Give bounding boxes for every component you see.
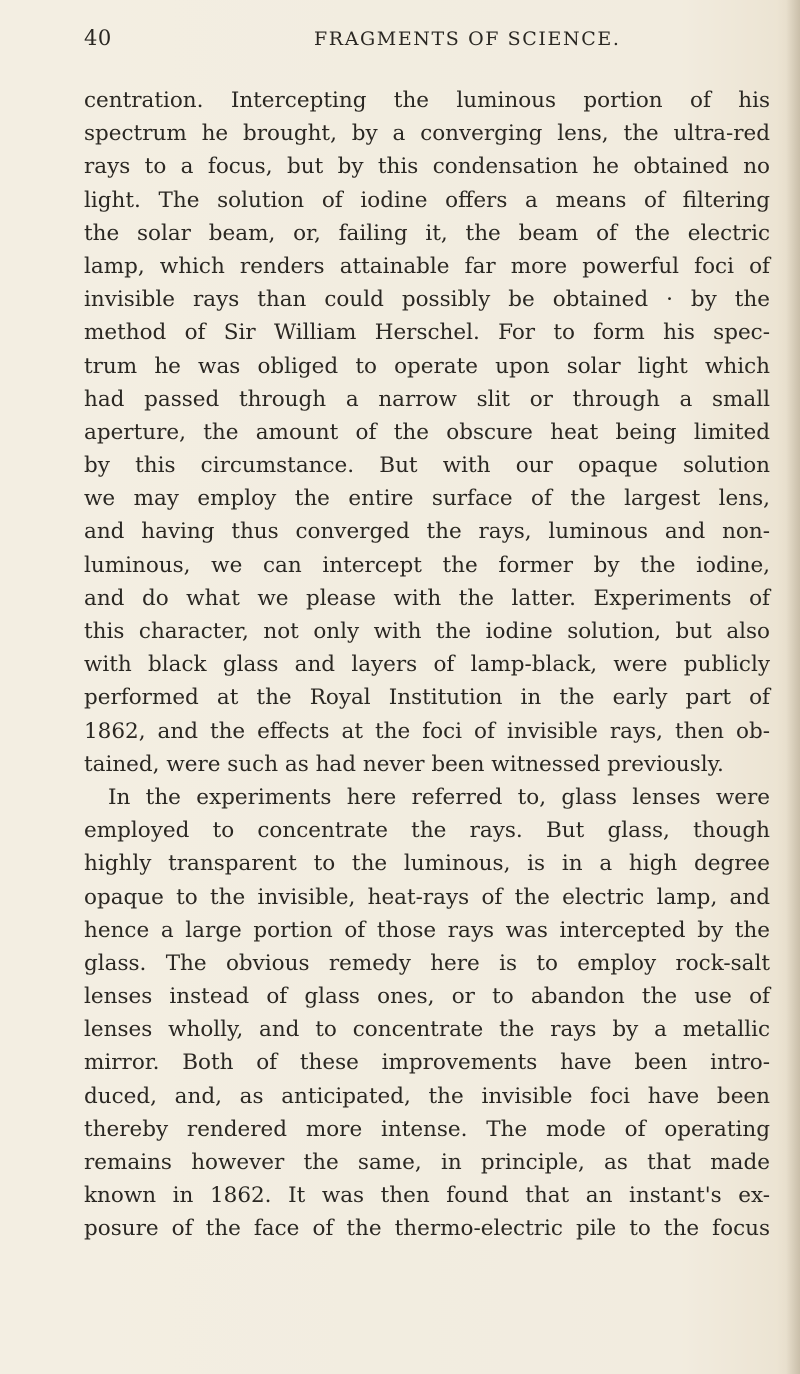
text-line: thereby rendered more intense. The mode of operating — [84, 1116, 770, 1142]
text-line: spectrum he brought, by a converging lens, the ultra-red — [84, 121, 770, 147]
page-header — [84, 26, 784, 66]
text-line: invisible rays than could possibly be obtained · by the — [84, 287, 770, 313]
running-title: FRAGMENTS OF SCIENCE. — [314, 28, 621, 50]
text-line: hence a large portion of those rays was intercepted by the — [84, 917, 770, 943]
text-line: method of Sir William Herschel. For to form his spec- — [84, 320, 770, 346]
text-line: In the experiments here referred to, glass lenses were — [108, 784, 770, 810]
text-line: tained, were such as had never been witnessed previously. — [84, 751, 724, 777]
body-text — [84, 84, 770, 1246]
text-line: mirror. Both of these improvements have been intro- — [84, 1050, 770, 1076]
text-line: light. The solution of iodine offers a means of filtering — [84, 187, 770, 213]
text-line: performed at the Royal Institution in the early part of — [84, 685, 770, 711]
text-line: highly transparent to the luminous, is in a high degree — [84, 851, 770, 877]
text-line: rays to a focus, but by this condensation he obtained no — [84, 154, 770, 180]
page-number: 40 — [84, 26, 112, 50]
text-line: the solar beam, or, failing it, the beam of the electric — [84, 220, 770, 246]
text-line: luminous, we can intercept the former by the iodine, — [84, 552, 770, 578]
text-line: aperture, the amount of the obscure heat being limited — [84, 419, 770, 445]
text-line: opaque to the invisible, heat-rays of the electric lamp, and — [84, 884, 770, 910]
text-line: lenses instead of glass ones, or to abandon the use of — [84, 984, 770, 1010]
text-line: this character, not only with the iodine solution, but also — [84, 619, 770, 644]
text-line: 1862, and the effects at the foci of invisible rays, then ob- — [84, 718, 770, 744]
text-line: trum he was obliged to operate upon solar light which — [84, 353, 770, 379]
text-line: glass. The obvious remedy here is to employ rock-salt — [84, 950, 770, 976]
text-line: with black glass and layers of lamp-black, were publicly — [84, 652, 770, 678]
text-line: had passed through a narrow slit or through a small — [84, 386, 770, 412]
text-line: remains however the same, in principle, as that made — [84, 1150, 770, 1175]
text-line: and do what we please with the latter. Experiments of — [84, 585, 770, 611]
text-line: lamp, which renders attainable far more powerful foci of — [84, 253, 770, 279]
page-edge-shadow — [786, 0, 800, 1374]
text-line: employed to concentrate the rays. But glass, though — [84, 818, 770, 844]
text-line: by this circumstance. But with our opaque solution — [84, 453, 770, 479]
text-line: known in 1862. It was then found that an instant's ex- — [84, 1183, 770, 1209]
text-line: posure of the face of the thermo-electric pile to the focus — [84, 1216, 770, 1242]
text-line: we may employ the entire surface of the largest lens, — [84, 486, 770, 512]
text-line: and having thus converged the rays, luminous and non- — [84, 519, 770, 545]
text-line: lenses wholly, and to concentrate the rays by a metallic — [84, 1017, 770, 1043]
text-line: centration. Intercepting the luminous portion of his — [84, 88, 770, 113]
text-line: duced, and, as anticipated, the invisible foci have been — [84, 1083, 770, 1109]
